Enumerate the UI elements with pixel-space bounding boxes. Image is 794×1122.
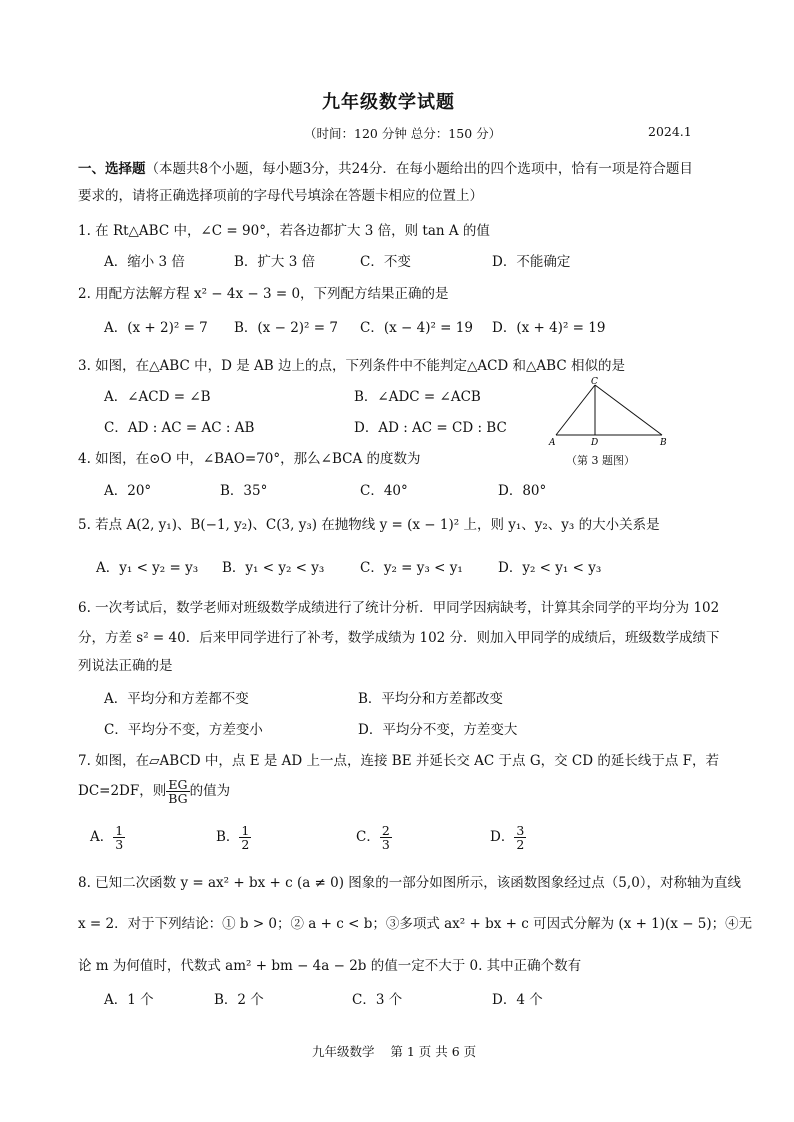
question-6-stem-line-1: 6. 一次考试后，数学老师对班级数学成绩进行了统计分析．甲同学因病缺考，计算其余同学的平均分为 102 [78, 600, 720, 616]
question-5-option-d: D．y₂ < y₁ < y₃ [498, 560, 602, 576]
question-5-option-a: A．y₁ < y₂ = y₃ [96, 560, 199, 576]
fraction-denominator: BG [168, 791, 188, 806]
question-6-stem-line-2: 分，方差 s² = 40．后来甲同学进行了补考，数学成绩为 102 分．则加入甲同学的成绩后，班级数学成绩下 [78, 630, 720, 646]
question-7-condition: DC=2DF，则 [78, 783, 167, 799]
option-letter: A． [90, 829, 114, 845]
question-6-stem-line-3: 列说法正确的是 [78, 658, 173, 674]
fraction-numerator: EG [166, 778, 189, 792]
question-6-option-b: B．平均分和方差都改变 [358, 691, 503, 707]
section-label: 一、选择题 [78, 161, 146, 177]
question-1-option-c: C．不变 [360, 254, 411, 270]
question-6-option-a: A．平均分和方差都不变 [104, 691, 249, 707]
question-2-option-a: A．(x + 2)² = 7 [104, 320, 208, 336]
side-bc [595, 385, 662, 435]
question-7-stem-line-2 [78, 778, 230, 805]
vertex-b-label: B [660, 438, 667, 447]
question-1-stem: 1. 在 Rt△ABC 中，∠C = 90°，若各边都扩大 3 倍，则 tan A 的值 [78, 223, 490, 239]
question-3-option-c: C．AD : AC = AC : AB [104, 420, 255, 436]
question-7-option-c [356, 824, 392, 851]
fraction-denominator: 3 [381, 837, 390, 852]
question-2-option-c: C．(x − 4)² = 19 [360, 320, 473, 336]
fraction-numerator: 3 [516, 823, 525, 838]
question-7-stem-line-1: 7. 如图，在▱ABCD 中，点 E 是 AD 上一点，连接 BE 并延长交 AC 于点 G，交 CD 的延长线于点 F，若 [78, 753, 719, 769]
option-b-fraction [239, 824, 251, 851]
section-intro-text: （本题共8个小题，每小题3分，共24分．在每小题给出的四个选项中，恰有一项是符合题目 [145, 161, 693, 177]
option-a-fraction [113, 824, 125, 851]
question-4-option-c: C．40° [360, 483, 408, 499]
section-intro-line-2: 要求的，请将正确选择项前的字母代号填涂在答题卡相应的位置上） [78, 188, 483, 204]
question-3-triangle-figure [544, 375, 670, 447]
option-d-fraction [514, 824, 526, 851]
section-intro-line-1 [78, 160, 693, 178]
fraction-numerator: 1 [115, 823, 124, 838]
fraction-denominator: 2 [516, 837, 525, 852]
fraction-numerator: 2 [381, 823, 390, 838]
question-3-figure-caption: （第 3 题图） [566, 454, 635, 467]
question-8-option-b: B．2 个 [214, 992, 264, 1008]
question-6-option-c: C．平均分不变，方差变小 [104, 722, 263, 738]
question-6-option-d: D．平均分不变，方差变大 [358, 722, 518, 738]
page-footer: 九年级数学 第 1 页 共 6 页 [312, 1044, 477, 1059]
question-2-option-b: B．(x − 2)² = 7 [234, 320, 338, 336]
question-5-option-c: C．y₂ = y₃ < y₁ [360, 560, 463, 576]
question-5-stem: 5. 若点 A(2, y₁)、B(−1, y₂)、C(3, y₃) 在抛物线 y = (x − 1)² 上，则 y₁、y₂、y₃ 的大小关系是 [78, 517, 660, 533]
question-8-option-d: D．4 个 [492, 992, 543, 1008]
fraction-denominator: 2 [241, 837, 250, 852]
question-2-stem: 2. 用配方法解方程 x² − 4x − 3 = 0，下列配方结果正确的是 [78, 286, 449, 302]
exam-date: 2024.1 [648, 124, 692, 139]
vertex-c-label: C [591, 377, 598, 387]
question-3-option-d: D．AD : AC = CD : BC [354, 420, 507, 436]
side-ac [556, 385, 595, 435]
question-3-stem: 3. 如图，在△ABC 中，D 是 AB 边上的点，下列条件中不能判定△ACD 和△ABC 相似的是 [78, 358, 625, 374]
question-7-tail: 的值为 [189, 783, 231, 799]
question-5-option-b: B．y₁ < y₂ < y₃ [222, 560, 325, 576]
question-7-option-a [90, 824, 125, 851]
option-letter: B． [216, 829, 240, 845]
question-3-option-b: B．∠ADC = ∠ACB [354, 389, 481, 405]
option-letter: C． [356, 829, 380, 845]
question-7-option-b [216, 824, 251, 851]
question-1-option-d: D．不能确定 [492, 254, 571, 270]
question-4-option-d: D．80° [498, 483, 547, 499]
question-7-option-d [490, 824, 526, 851]
fraction-numerator: 1 [241, 823, 250, 838]
question-7-fraction [166, 778, 189, 805]
question-4-option-a: A．20° [104, 483, 152, 499]
question-8-option-c: C．3 个 [352, 992, 403, 1008]
question-1-option-a: A．缩小 3 倍 [104, 254, 185, 270]
page-title: 九年级数学试题 [322, 92, 455, 113]
question-3-option-a: A．∠ACD = ∠B [104, 389, 211, 405]
vertex-d-label: D [591, 438, 599, 447]
option-letter: D． [490, 829, 515, 845]
question-8-stem-line-2: x = 2．对于下列结论：① b > 0；② a + c < b；③多项式 ax² + bx + c 可因式分解为 (x + 1)(x − 5)；④无 [78, 916, 753, 932]
question-1-option-b: B．扩大 3 倍 [234, 254, 316, 270]
vertex-a-label: A [549, 438, 556, 447]
question-8-stem-line-1: 8. 已知二次函数 y = ax² + bx + c (a ≠ 0) 图象的一部分如图所示，该函数图象经过点（5,0），对称轴为直线 [78, 875, 742, 891]
question-8-option-a: A．1 个 [104, 992, 154, 1008]
question-4-stem: 4. 如图，在⊙O 中，∠BAO=70°，那么∠BCA 的度数为 [78, 451, 421, 467]
exam-info: （时间：120 分钟 总分：150 分） [304, 126, 502, 141]
option-c-fraction [380, 824, 392, 851]
question-8-stem-line-3: 论 m 为何值时，代数式 am² + bm − 4a − 2b 的值一定不大于 0. 其中正确个数有 [78, 958, 582, 974]
question-4-option-b: B．35° [220, 483, 268, 499]
question-2-option-d: D．(x + 4)² = 19 [492, 320, 606, 336]
fraction-denominator: 3 [115, 837, 124, 852]
